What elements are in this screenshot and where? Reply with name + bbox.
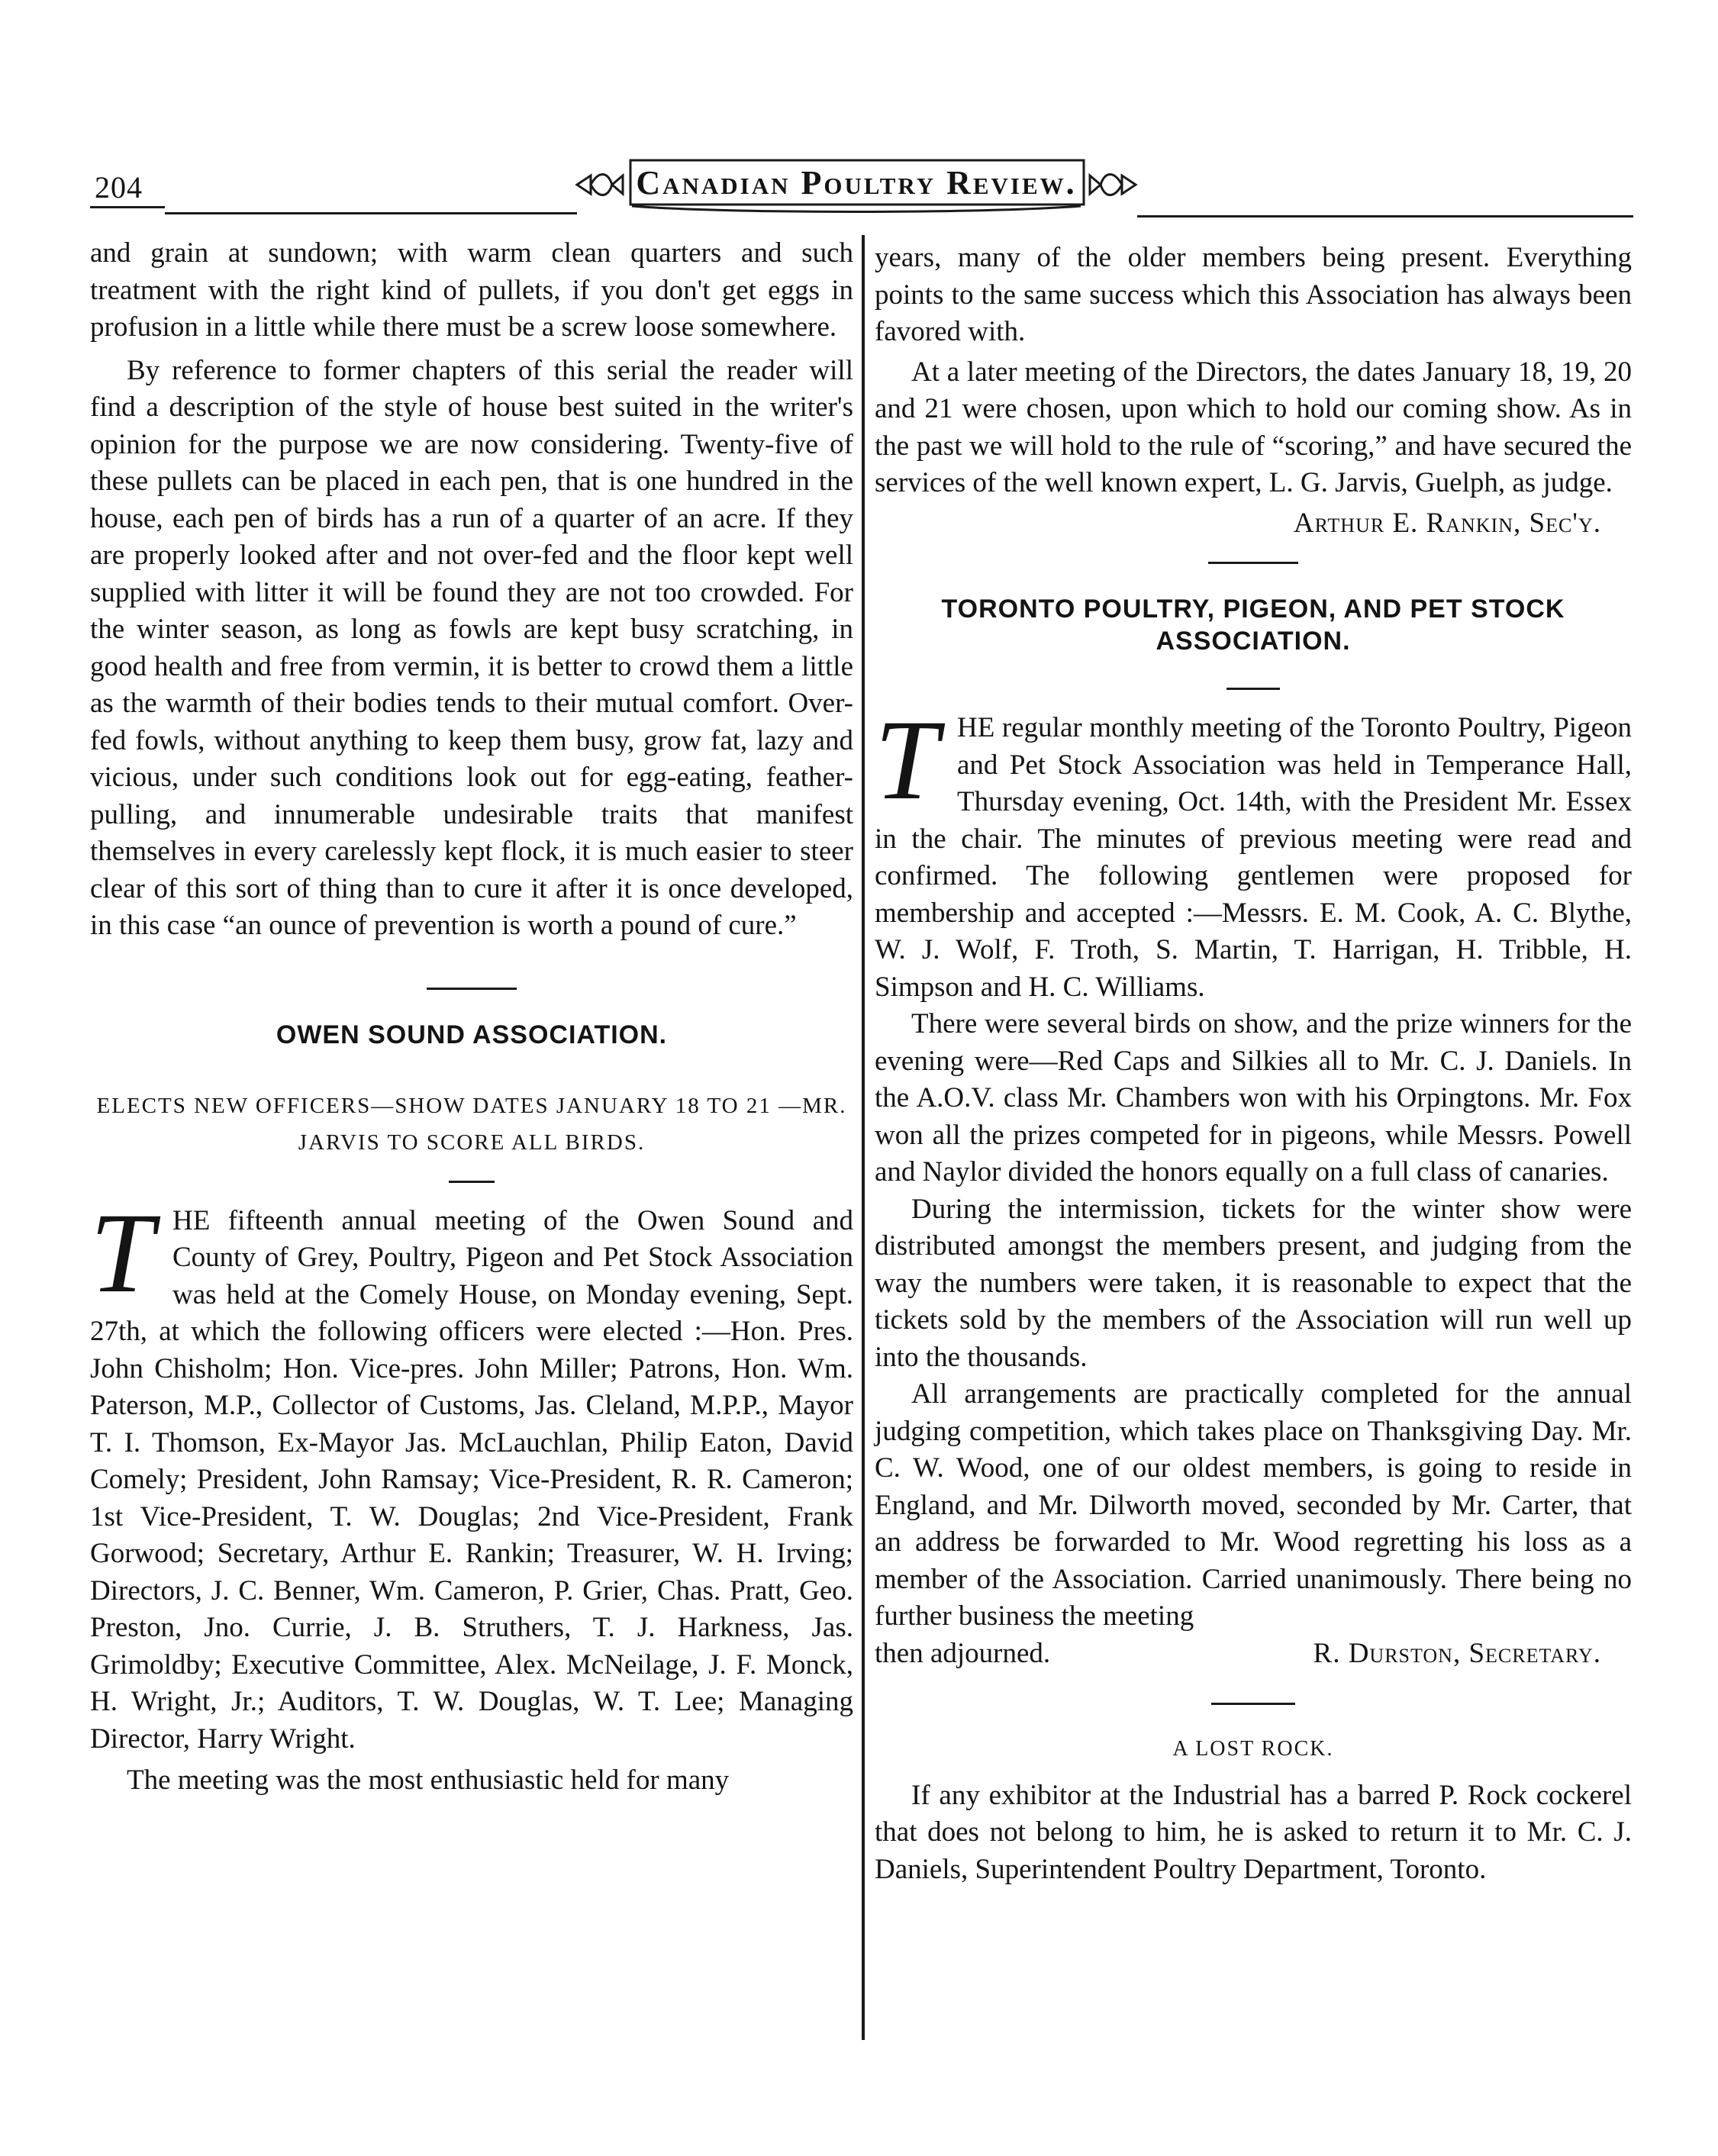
section-divider — [1211, 1703, 1295, 1705]
paragraph: years, many of the older members being present. Everything points to the same success which this Association has always been favored with. — [875, 242, 1632, 347]
section-heading: OWEN SOUND ASSOCIATION. — [276, 1020, 668, 1049]
drop-cap: T — [90, 1189, 154, 1316]
left-column — [90, 235, 853, 1800]
paragraph: HE regular monthly meeting of the Toronto Poultry, Pigeon and Pet Stock Association was held in Temperance Hall, Thursday evening, Oct. 14th, with the President Mr. Essex in the chair. The minutes of previous meeting were read and confirmed. The following gentlemen were proposed for membership and accepted :—Messrs. E. M. Cook, A. C. Blythe, W. J. Wolf, F. Troth, S. Martin, T. Harrigan, H. Tribble, H. Simpson and H. C. Williams. — [875, 712, 1632, 1003]
section-divider — [1226, 688, 1280, 690]
masthead — [574, 153, 1139, 221]
paragraph: If any exhibitor at the Industrial has a barred P. Rock cockerel that does not belong to him, he is asked to return it to Mr. C. J. Daniels, Superintendent Poultry Department, Toronto. — [875, 1779, 1632, 1885]
section-heading: TORONTO POULTRY, PIGEON, AND PET STOCK ASSOCIATION. — [941, 595, 1565, 656]
right-column — [875, 240, 1632, 1888]
header-rule — [1137, 215, 1633, 218]
article-body — [875, 697, 1632, 1672]
paragraph: All arrangements are practically completed for the annual judging competition, which takes place on Thanksgiving Day. Mr. C. W. Wood, one of our oldest members, is going to reside in England, and Mr. Dilworth moved, seconded by Mr. Carter, that an address be forwarded to Mr. Wood regretting his loss as a member of the Association. Carried unanimously. There being no further business the meeting — [875, 1378, 1632, 1632]
closing-line — [875, 1636, 1632, 1673]
paragraph: HE fifteenth annual meeting of the Owen Sound and County of Grey, Poultry, Pigeon and Pet Stock Association was held at the Comely House, on Monday evening, Sept. 27th, at which the following officers were elected :—Hon. Pres. John Chisholm; Hon. Vice-pres. John Miller; Patrons, Hon. Wm. Paterson, M.P., Collector of Customs, Jas. Cleland, M.P.P., Mayor T. I. Thomson, Ex-Mayor Jas. McLauchlan, Philip Eaton, David Comely; President, John Ramsay; Vice-President, R. R. Cameron; 1st Vice-President, T. W. Douglas; 2nd Vice-President, Frank Gorwood; Secretary, Arthur E. Rankin; Treasurer, W. H. Irving; Directors, J. C. Benner, Wm. Cameron, P. Grier, Chas. Pratt, Geo. Preston, Jno. Currie, J. B. Struthers, T. J. Harkness, Jas. Grimoldby; Executive Committee, Alex. McNeilage, J. F. Monck, H. Wright, Jr.; Auditors, T. W. Douglas, W. T. Lee; Managing Director, Harry Wright. — [90, 1204, 853, 1755]
section-divider — [449, 1181, 495, 1183]
signature: Arthur E. Rankin, Sec'y. — [1293, 507, 1601, 539]
paragraph: During the intermission, tickets for the winter show were distributed amongst the members present, and judging from the way the numbers were taken, it is reasonable to expect that the tickets sold by the members of the Association will run well up into the thousands. — [875, 1193, 1632, 1373]
paragraph: The meeting was the most enthusiastic held for many — [127, 1764, 730, 1796]
paragraph: At a later meeting of the Directors, the dates January 18, 19, 20 and 21 were chosen, upon which to hold our coming show. As in the past we will hold to the rule of “scoring,” and have secured the services of the well known expert, L. G. Jarvis, Guelph, as judge. — [875, 356, 1632, 498]
section-subheading: ELECTS NEW OFFICERS—SHOW DATES JANUARY 18 TO 21 —MR. JARVIS TO SCORE ALL BIRDS. — [96, 1093, 847, 1155]
page-number: 204 — [95, 170, 143, 205]
paragraph: By reference to former chapters of this serial the reader will find a description of the style of house best suited in the writer's opinion for the purpose we are now considering. Twenty-five of these pullets can be placed in each pen, that is one hundred in the house, each pen of birds has a run of a quarter of an acre. If they are properly looked after and not over-fed and the floor kept well supplied with litter it will be found they are not too crowded. For the winter season, as long as fowls are kept busy scratching, in good health and free from vermin, it is better to crowd them a little as the warmth of their bodies tends to their mutual comfort. Over-fed fowls, without anything to keep them busy, grow fat, lazy and vicious, under such conditions look out for egg-eating, feather-pulling, and innumerable undesirable traits that manifest themselves in every carelessly kept flock, it is much easier to steer clear of this sort of thing than to cure it after it is once developed, in this case “an ounce of prevention is worth a pound of cure.” — [90, 354, 853, 941]
closing-text: then adjourned. — [875, 1637, 1051, 1669]
section-divider — [1208, 562, 1298, 564]
article-body — [90, 1189, 853, 1800]
section-divider — [427, 988, 517, 990]
header-rule — [165, 212, 577, 214]
masthead-title: Canadian Poultry Review. — [636, 164, 1077, 201]
paragraph: and grain at sundown; with warm clean quarters and such treatment with the right kind of pullets, if you don't get eggs in profusion in a little while there must be a screw loose somewhere. — [90, 237, 853, 343]
paragraph: There were several birds on show, and the prize winners for the evening were—Red Caps and Silkies all to Mr. C. J. Daniels. In the A.O.V. class Mr. Chambers won with his Orpingtons. Mr. Fox won all the prizes competed for in pigeons, while Messrs. Powell and Naylor divided the honors equally on a full class of canaries. — [875, 1008, 1632, 1188]
section-heading: A LOST ROCK. — [1172, 1737, 1334, 1761]
signature: R. Durston, Secretary. — [1313, 1637, 1601, 1669]
column-divider — [862, 235, 865, 2040]
page-number-underline — [90, 206, 165, 208]
drop-cap: T — [875, 697, 939, 823]
